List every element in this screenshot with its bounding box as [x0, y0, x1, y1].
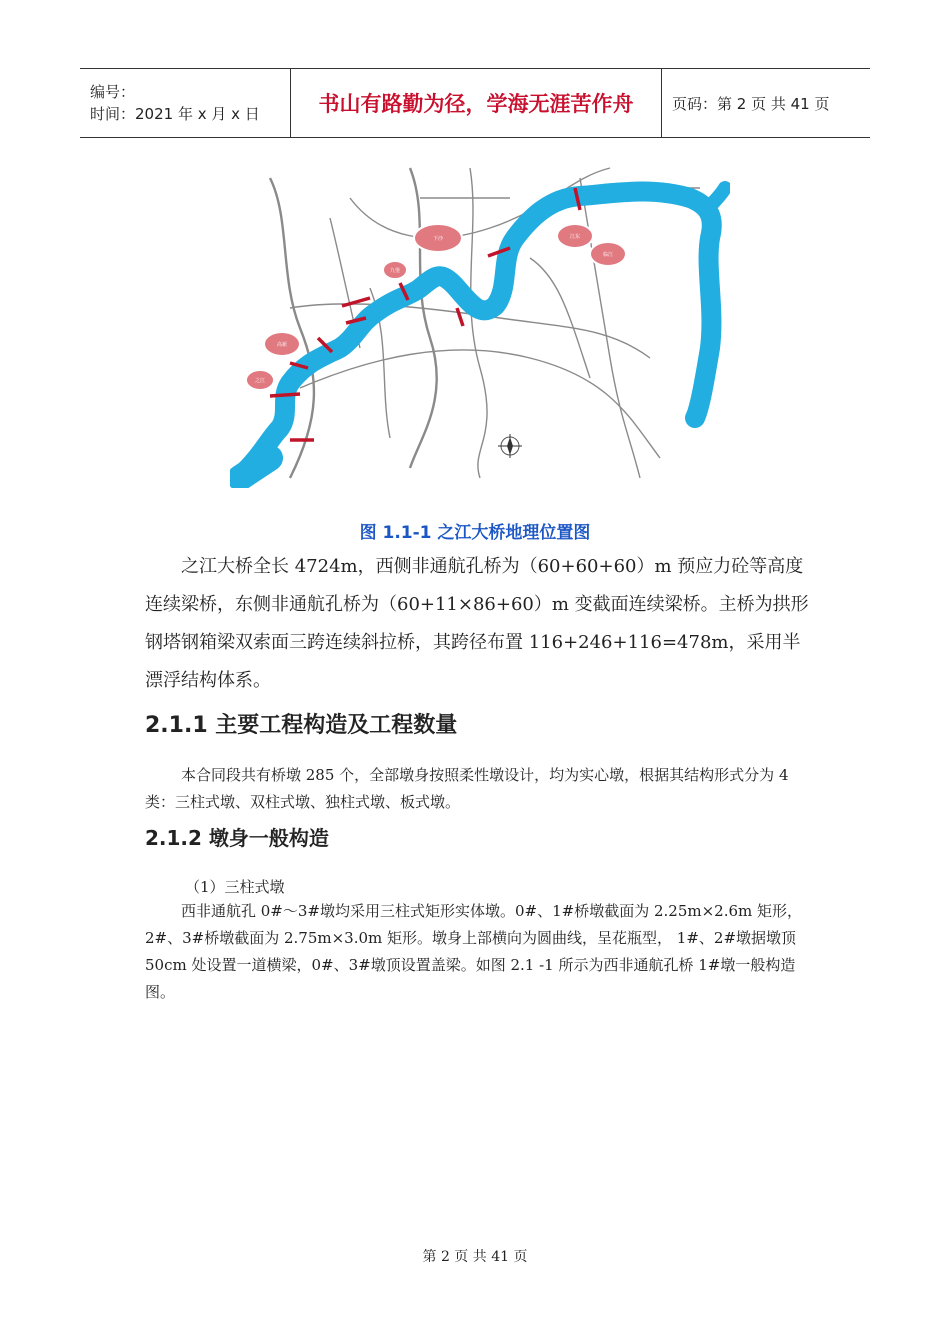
- header-page: [662, 69, 870, 137]
- bridge-7: [270, 394, 300, 396]
- qiantang-river: [240, 188, 725, 478]
- svg-text:下沙: 下沙: [432, 236, 444, 242]
- time-label: 时间：2021 年 x 月 x 日: [90, 105, 260, 123]
- page-label: 页码：第 2 页 共 41 页: [672, 94, 830, 113]
- bridge-qianjiang-3: [457, 308, 463, 326]
- svg-text:江东: 江东: [569, 234, 581, 240]
- subheading-three-column-pier: （1）三柱式墩: [185, 878, 285, 896]
- heading-main-structures: 2.1.1 主要工程构造及工程数量: [145, 713, 458, 738]
- header-motto: [291, 69, 662, 137]
- location-map: [230, 158, 730, 488]
- motto-text: 书山有路勤为径，学海无涯苦作舟: [318, 92, 634, 116]
- svg-text:高新: 高新: [276, 342, 288, 348]
- paragraph-pier-count: 本合同段共有桥墩 285 个，全部墩身按照柔性墩设计，均为实心墩，根据其结构形式分为 4 类：三柱式墩、双柱式墩、独柱式墩、板式墩。: [145, 766, 789, 811]
- page-footer: 第 2 页 共 41 页: [422, 1249, 528, 1265]
- compass-rose: [498, 434, 522, 458]
- page-header: [80, 68, 870, 138]
- svg-text:临江: 临江: [602, 252, 614, 258]
- number-label: 编号：: [90, 83, 136, 101]
- paragraph-bridge-overview: 之江大桥全长 4724m，西侧非通航孔桥为（60+60+60）m 预应力砼等高度连续梁桥，东侧非通航孔桥为（60+11×86+60）m 变截面连续梁桥。主桥为拱形钢塔钢箱梁双索面三跨连续斜拉桥，其跨径布置 116+246+116=478m，采用半漂浮结构体系。: [145, 556, 809, 691]
- header-meta: [80, 69, 291, 137]
- svg-text:九堡: 九堡: [389, 268, 401, 274]
- figure-caption: 图 1.1-1 之江大桥地理位置图: [359, 523, 591, 543]
- paragraph-three-column-pier: 西非通航孔 0#～3#墩均采用三柱式矩形实体墩。0#、1#桥墩截面为 2.25m×2.6m 矩形，2#、3#桥墩截面为 2.75m×3.0m 矩形。墩身上部横向为圆曲线，呈花瓶型， 1#、2#墩据墩顶 50cm 处设置一道横梁，0#、3#墩顶设置盖梁。如图 2.1 -1 所示为西非通航孔桥 1#墩一般构造图。: [145, 902, 803, 1001]
- svg-text:之江: 之江: [254, 378, 266, 384]
- road-network: [270, 168, 700, 478]
- heading-pier-structure: 2.1.2 墩身一般构造: [145, 826, 329, 850]
